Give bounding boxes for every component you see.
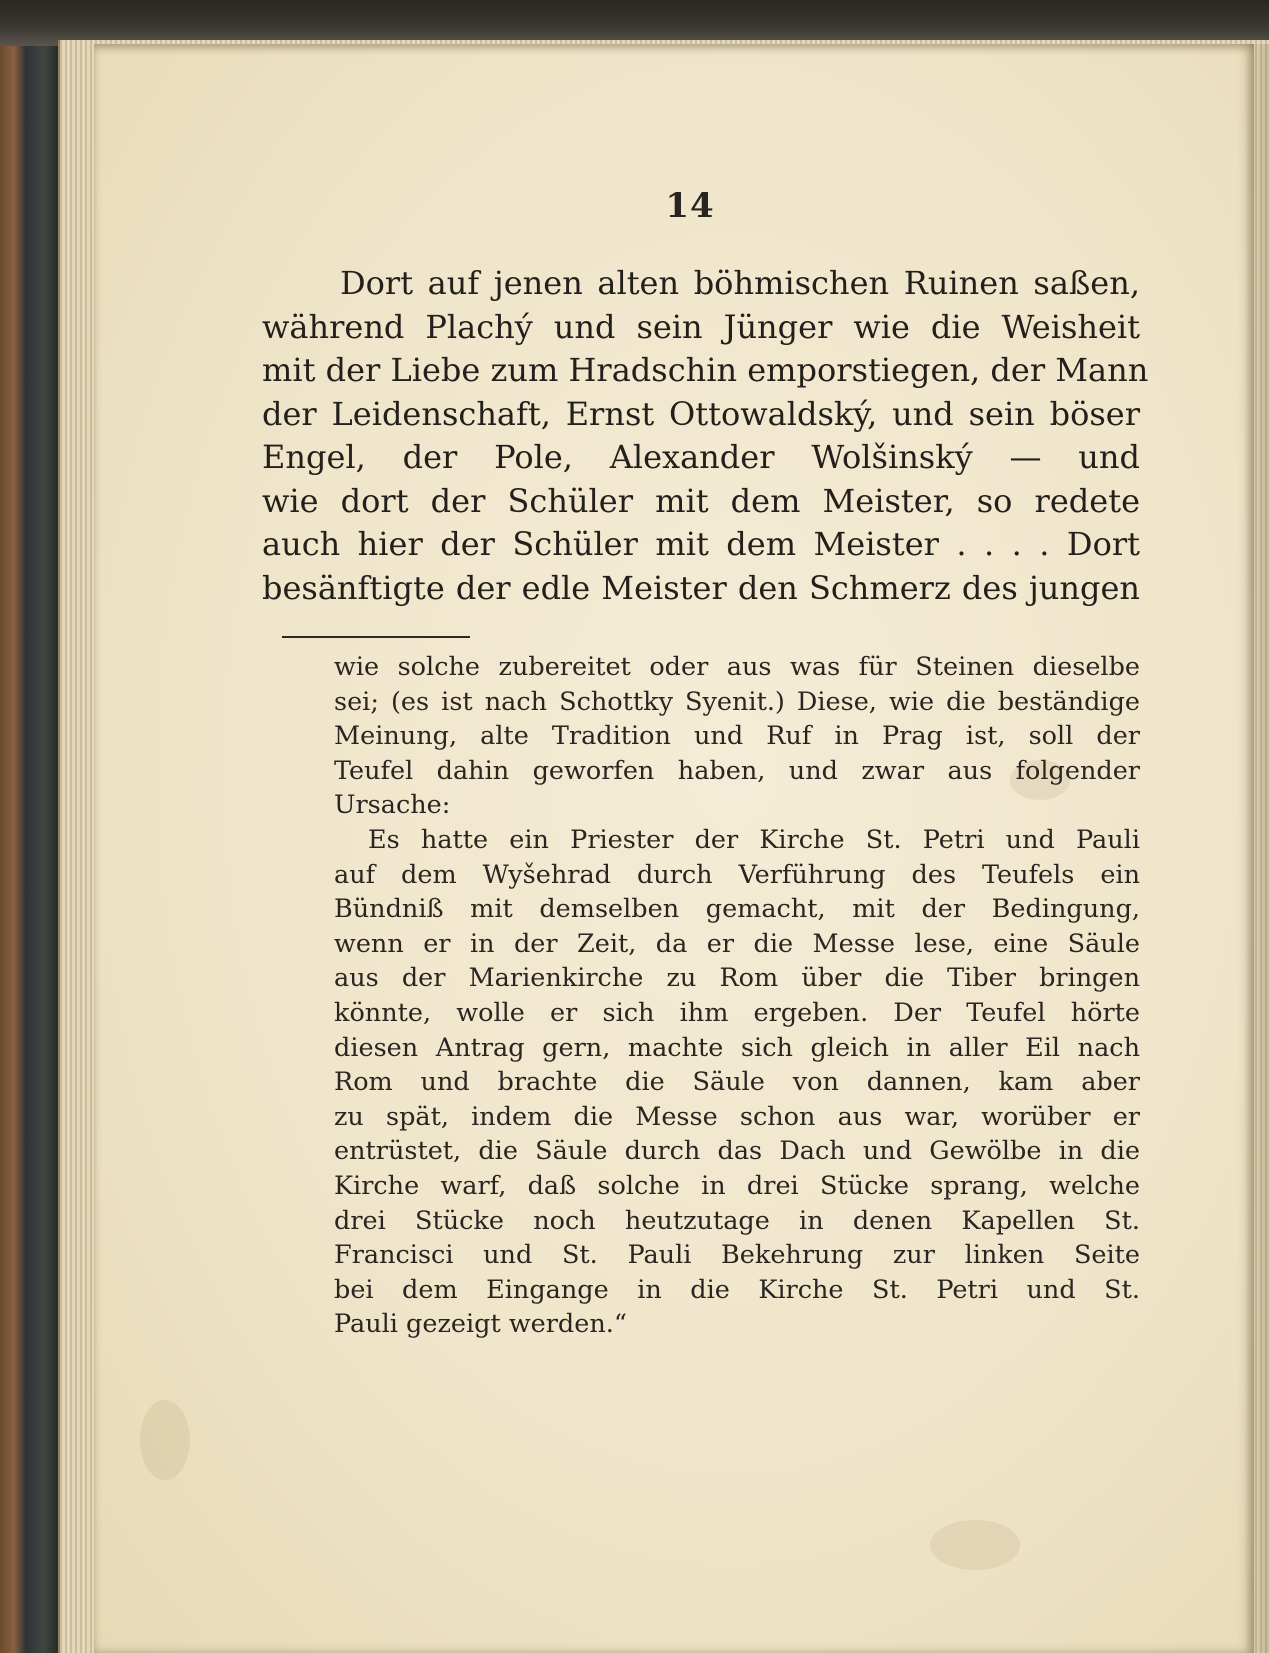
footnote-line: auf dem Wyšehrad durch Verführung des Teufels ein	[334, 859, 1140, 890]
footnote-line: aus der Marienkirche zu Rom über die Tiber bringen	[334, 963, 1140, 994]
main-text-line: besänftigte der edle Meister den Schmerz des jungen	[262, 568, 1140, 607]
footnote-line: Francisci und St. Pauli Bekehrung zur linken Seite	[334, 1240, 1140, 1271]
page-right-edge	[1245, 44, 1269, 1653]
footnote	[334, 650, 1140, 1342]
footnote-line: sei; (es ist nach Schottky Syenit.) Diese, wie die beständige	[334, 686, 1140, 717]
footnote-line: Pauli gezeigt werden.“	[334, 1309, 627, 1340]
footnote-line: zu spät, indem die Messe schon aus war, worüber er	[334, 1101, 1140, 1132]
footnote-line: könnte, wolle er sich ihm ergeben. Der Teufel hörte	[334, 997, 1140, 1028]
footnote-rule	[282, 636, 470, 638]
footnote-line: Bündniß mit demselben gemacht, mit der Bedingung,	[334, 894, 1140, 925]
main-text-line: wie dort der Schüler mit dem Meister, so redete	[262, 481, 1140, 520]
main-text-line: Dort auf jenen alten böhmischen Ruinen saßen,	[340, 264, 1140, 302]
footnote-line: bei dem Eingange in die Kirche St. Petri und St.	[334, 1274, 1140, 1305]
footnote-line: Teufel dahin geworfen haben, und zwar aus folgender	[334, 755, 1140, 786]
footnote-line: Meinung, alte Tradition und Ruf in Prag ist, soll der	[334, 721, 1140, 752]
main-text-line: auch hier der Schüler mit dem Meister . . . . Dort	[262, 525, 1140, 563]
footnote-line: wenn er in der Zeit, da er die Messe lese, eine Säule	[334, 928, 1140, 959]
foxing-spot	[930, 1520, 1020, 1570]
main-text-line: der Leidenschaft, Ernst Ottowaldský, und sein böser	[262, 394, 1140, 433]
footnote-line: Es hatte ein Priester der Kirche St. Petri und Pauli	[368, 824, 1140, 855]
main-text-line: während Plachý und sein Jünger wie die Weisheit	[262, 307, 1140, 346]
footnote-line: Ursache:	[334, 790, 451, 821]
footnote-line: Kirche warf, daß solche in drei Stücke sprang, welche	[334, 1170, 1140, 1201]
page-number: 14	[665, 186, 715, 226]
footnote-line: Rom und brachte die Säule von dannen, kam aber	[334, 1067, 1140, 1098]
footnote-line: entrüstet, die Säule durch das Dach und Gewölbe in die	[334, 1136, 1140, 1167]
main-text-line: Engel, der Pole, Alexander Wolšinský — und	[262, 438, 1140, 476]
main-text	[262, 262, 1149, 610]
footnote-line: diesen Antrag gern, machte sich gleich in aller Eil nach	[334, 1032, 1140, 1063]
footnote-line: wie solche zubereitet oder aus was für Steinen dieselbe	[334, 652, 1140, 682]
main-text-line: mit der Liebe zum Hradschin emporstiegen, der Mann	[262, 351, 1149, 389]
footnote-line: drei Stücke noch heutzutage in denen Kapellen St.	[334, 1205, 1140, 1236]
foxing-spot	[140, 1400, 190, 1480]
